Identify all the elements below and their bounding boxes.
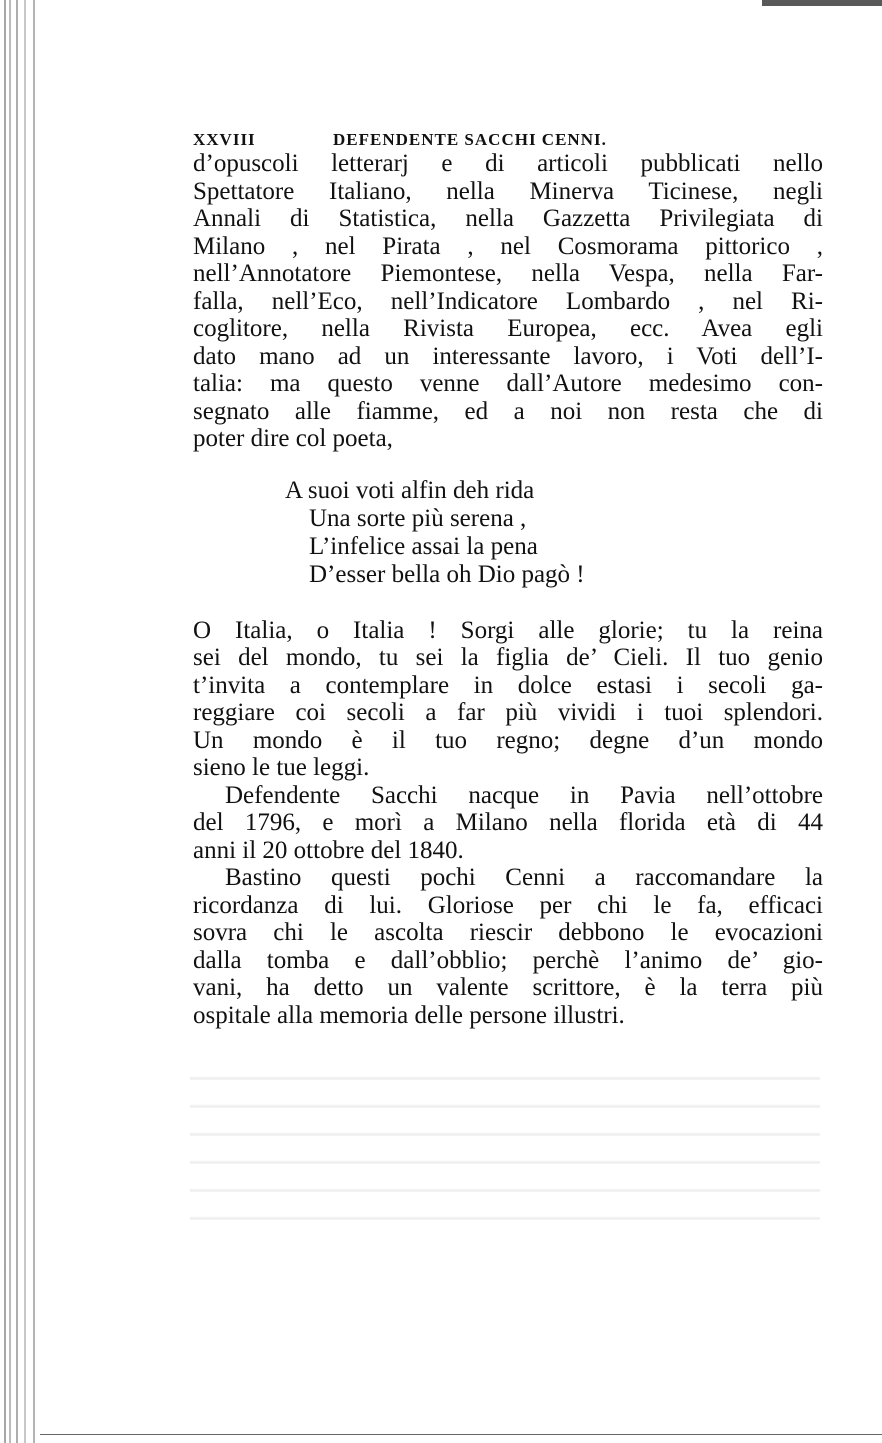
text-line: sei del mondo, tu sei la figlia de’ Cieli. Il tuo genio bbox=[193, 644, 823, 671]
verse-line: A suoi voti alfin deh rida bbox=[285, 476, 535, 504]
bleed-through-text bbox=[190, 1060, 820, 1240]
text-line: anni il 20 ottobre del 1840. bbox=[193, 836, 464, 864]
text-line: sieno le tue leggi. bbox=[193, 754, 370, 781]
text-line: d’opuscoli letterarj e di articoli pubblicati nello bbox=[193, 150, 823, 177]
book-page bbox=[193, 124, 823, 1029]
text-line: Bastino questi pochi Cenni a raccomandare la bbox=[225, 864, 823, 891]
page-header bbox=[193, 124, 823, 150]
text-line: Defendente Sacchi nacque in Pavia nell’ottobre bbox=[225, 781, 823, 809]
text-line: segnato alle fiamme, ed a noi non resta che di bbox=[193, 397, 823, 425]
verse-line: Una sorte più serena , bbox=[309, 504, 527, 532]
text-line: del 1796, e morì a Milano nella florida età di 44 bbox=[193, 809, 823, 836]
paragraph-biography bbox=[193, 782, 823, 865]
text-line: O Italia, o Italia ! Sorgi alle glorie; tu la reina bbox=[193, 616, 823, 644]
text-line: Annali di Statistica, nella Gazzetta Privilegiata di bbox=[193, 205, 823, 232]
text-line: Spettatore Italiano, nella Minerva Ticinese, negli bbox=[193, 177, 823, 205]
text-line: ospitale alla memoria delle persone illustri. bbox=[193, 1001, 625, 1029]
text-line: vani, ha detto un valente scrittore, è la terra più bbox=[193, 974, 823, 1001]
text-line: Un mondo è il tuo regno; degne d’un mondo bbox=[193, 726, 823, 754]
text-line: nell’Annotatore Piemontese, nella Vespa, nella Far- bbox=[193, 260, 823, 287]
text-line: reggiare coi secoli a far più vividi i tuoi splendori. bbox=[193, 699, 823, 726]
scan-bottom-edge bbox=[40, 1434, 882, 1435]
text-line: talia: ma questo venne dall’Autore medesimo con- bbox=[193, 370, 823, 397]
binding-gutter bbox=[0, 0, 42, 1443]
scan-edge-mark bbox=[762, 0, 882, 6]
text-line: sovra chi le ascolta riescir debbono le evocazioni bbox=[193, 919, 823, 946]
verse-line: L’infelice assai la pena bbox=[309, 532, 538, 560]
running-title: DEFENDENTE SACCHI CENNI. bbox=[333, 130, 607, 149]
text-line: dato mano ad un interessante lavoro, i Voti dell’I- bbox=[193, 342, 823, 370]
paragraph-closing bbox=[193, 864, 823, 1029]
paragraph-works bbox=[193, 150, 823, 453]
text-line: poter dire col poeta, bbox=[193, 425, 393, 452]
page-number: XXVIII bbox=[193, 130, 256, 149]
paragraph-italia bbox=[193, 617, 823, 782]
verse-quotation bbox=[285, 477, 823, 589]
text-line: Milano , nel Pirata , nel Cosmorama pittorico , bbox=[193, 232, 823, 260]
text-line: t’invita a contemplare in dolce estasi i secoli ga- bbox=[193, 671, 823, 699]
text-line: falla, nell’Eco, nell’Indicatore Lombardo , nel Ri- bbox=[193, 287, 823, 315]
text-line: ricordanza di lui. Gloriose per chi le fa, efficaci bbox=[193, 891, 823, 919]
text-line: coglitore, nella Rivista Europea, ecc. Avea egli bbox=[193, 315, 823, 342]
text-line: dalla tomba e dall’obblio; perchè l’animo de’ gio- bbox=[193, 946, 823, 974]
verse-line: D’esser bella oh Dio pagò ! bbox=[309, 560, 585, 588]
